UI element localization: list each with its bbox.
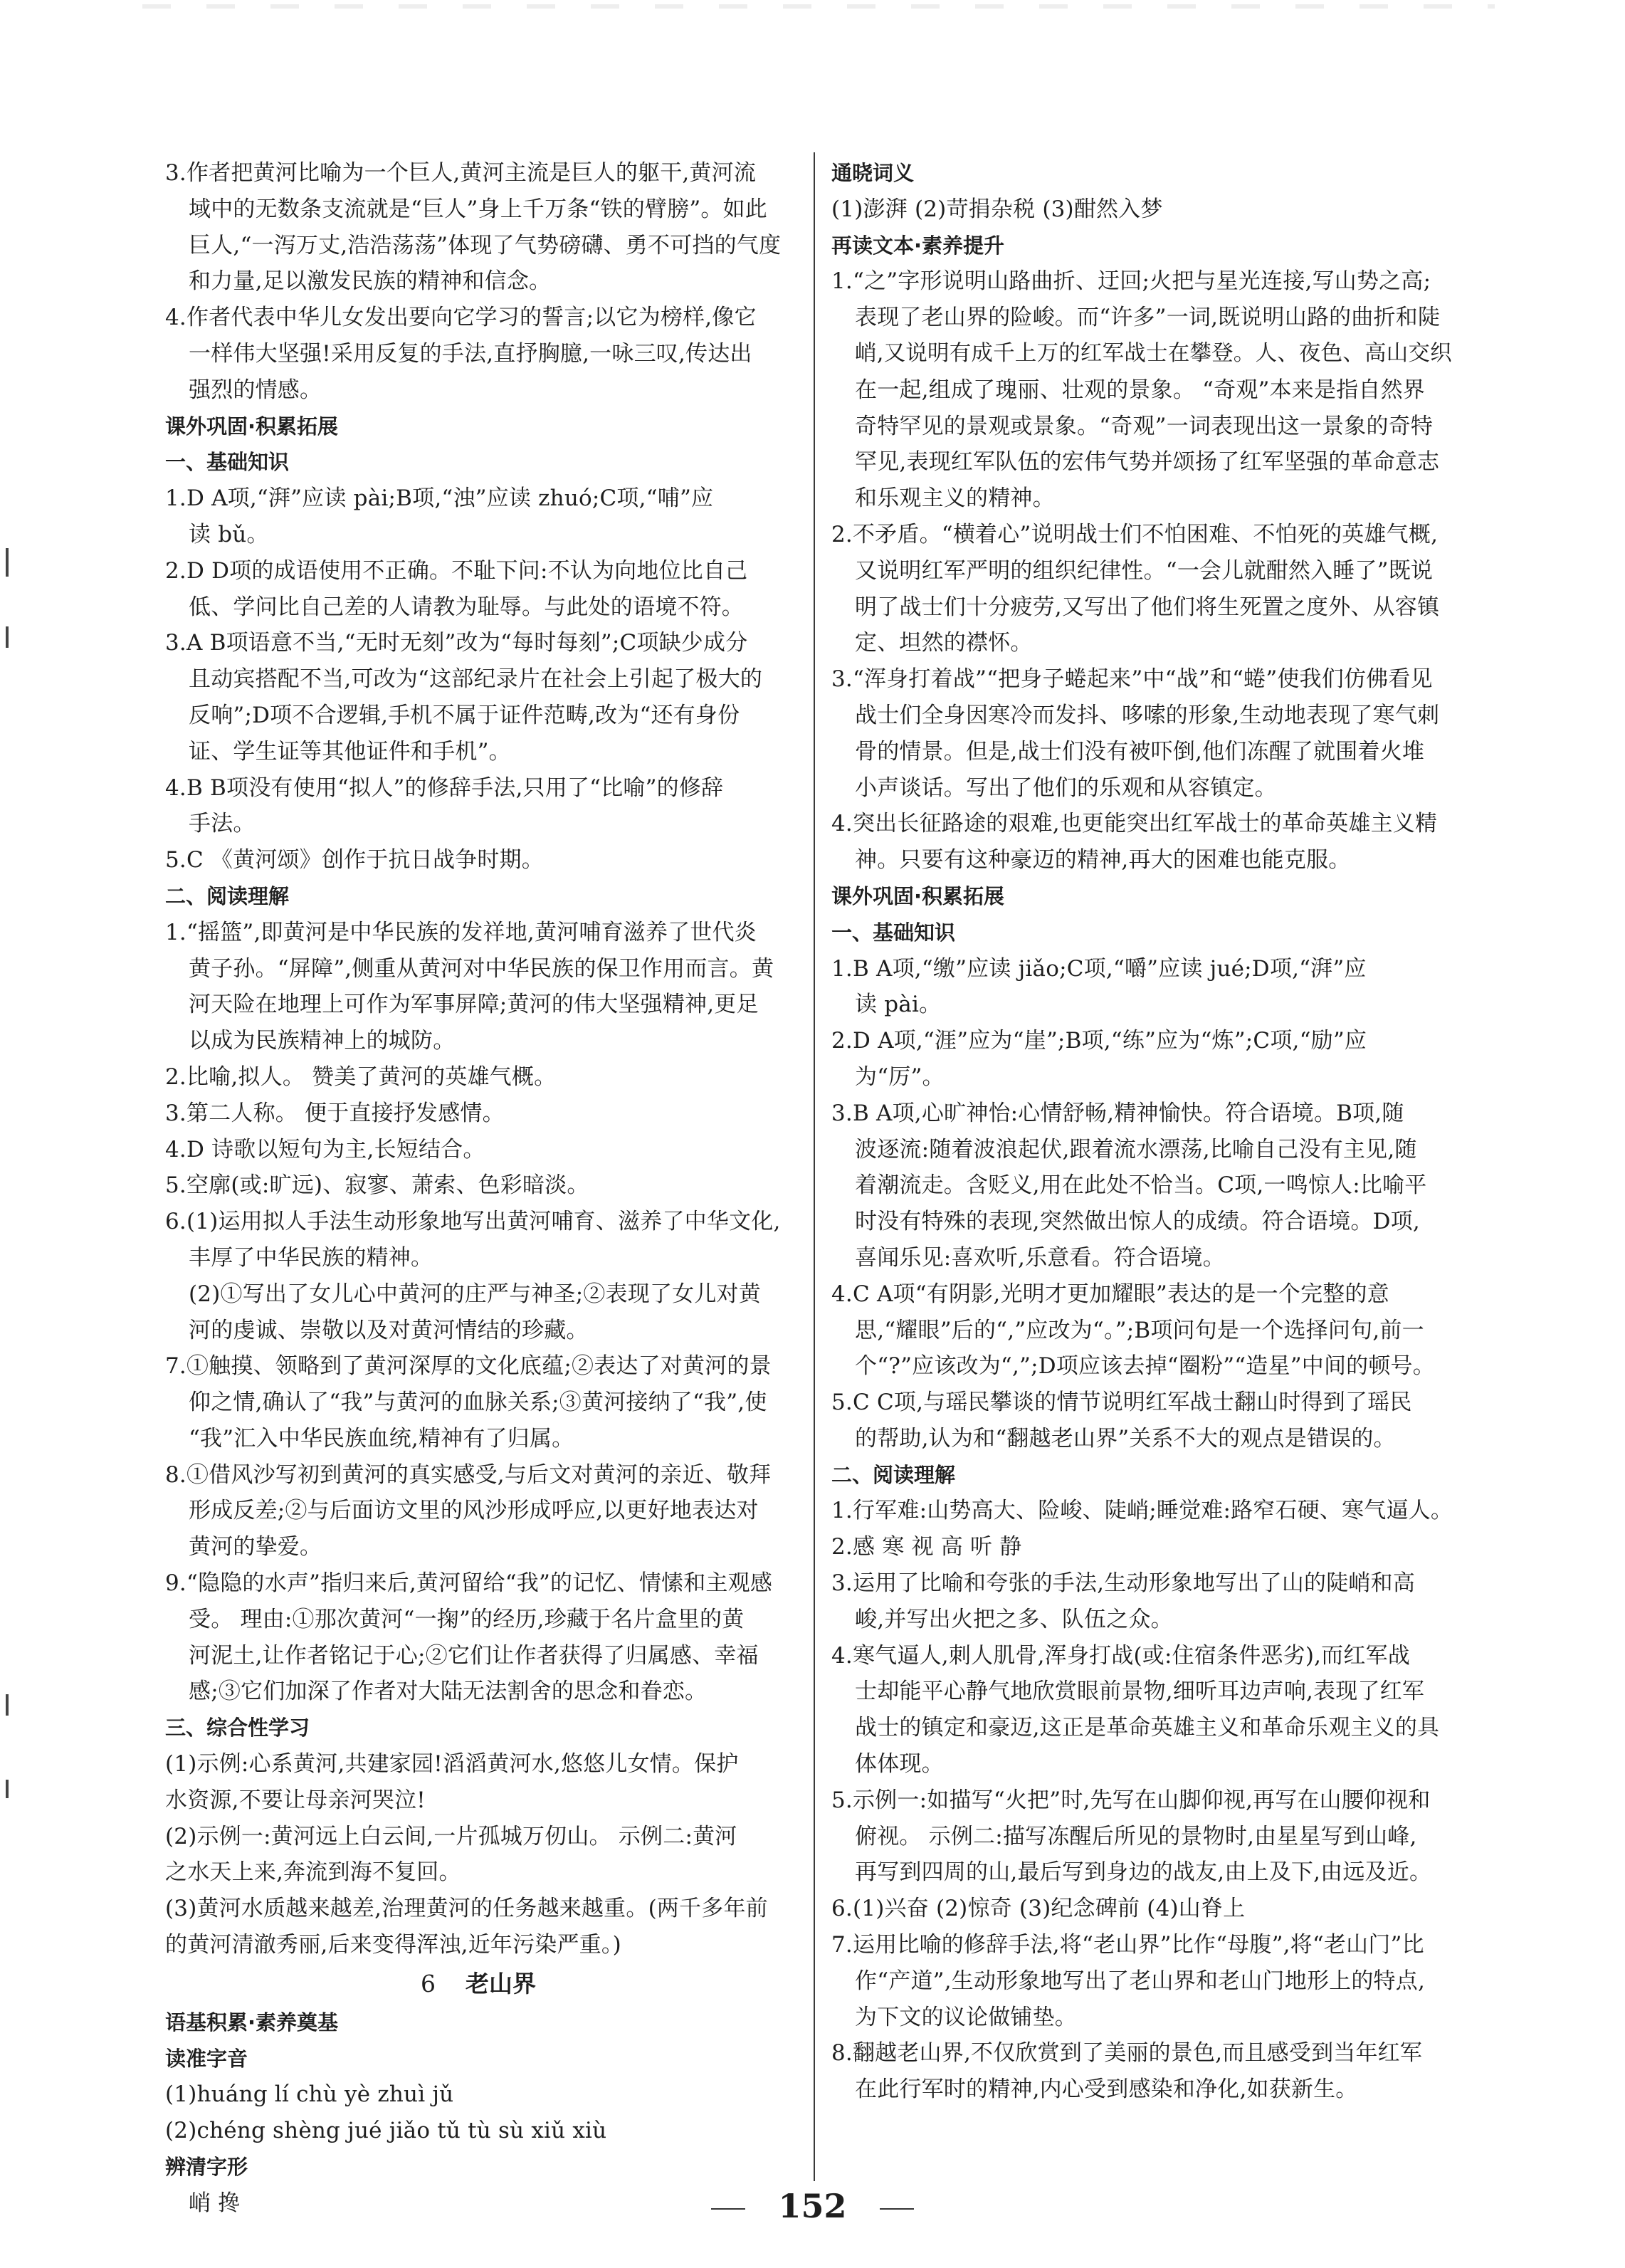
text-line: (1)huáng lí chù yè zhuì jǔ xyxy=(165,2081,454,2108)
lesson-number: 6 xyxy=(421,1969,436,1997)
text-line: 丰厚了中华民族的精神。 xyxy=(189,1244,433,1271)
text-line: 4.寒气逼人,刺人肌骨,浑身打战(或:住宿条件恶劣),而红军战 xyxy=(831,1642,1410,1669)
text-line: 在一起,组成了瑰丽、壮观的景象。 “奇观”本来是指自然界 xyxy=(855,377,1426,403)
section-heading: 辨清字形 xyxy=(165,2155,248,2180)
section-heading: 语基积累·素养奠基 xyxy=(165,2010,339,2035)
lesson-title xyxy=(165,1963,792,2005)
section-heading: 一、基础知识 xyxy=(165,450,290,475)
text-line: 域中的无数条支流就是“巨人”身上千万条“铁的臂膀”。如此 xyxy=(189,196,767,222)
section-heading: 通晓词义 xyxy=(831,161,915,185)
text-line: 3.B A项,心旷神怡:心情舒畅,精神愉快。符合语境。B项,随 xyxy=(831,1100,1404,1126)
text-line: 2.感 寒 视 高 听 静 xyxy=(831,1534,1022,1560)
scan-edge-mark xyxy=(6,1694,9,1716)
text-line: 5.空廓(或:旷远)、寂寥、萧索、色彩暗淡。 xyxy=(165,1172,589,1199)
text-line: 在此行军时的精神,内心受到感染和净化,如获新生。 xyxy=(855,2077,1358,2103)
text-line: 6.(1)运用拟人手法生动形象地写出黄河哺育、滋养了中华文化, xyxy=(165,1209,781,1235)
text-line: 6.(1)兴奋 (2)惊奇 (3)纪念碑前 (4)山脊上 xyxy=(831,1896,1246,1922)
text-line: 思,“耀眼”后的“,”应改为“。”;B项问句是一个选择问句,前一 xyxy=(855,1317,1424,1343)
section-heading: 三、综合性学习 xyxy=(165,1716,310,1741)
text-line: 1.“摇篮”,即黄河是中华民族的发祥地,黄河哺育滋养了世代炎 xyxy=(165,919,757,945)
text-line: 峭,又说明有成千上万的红军战士在攀登。人、夜色、高山交织 xyxy=(855,340,1452,366)
left-column xyxy=(165,155,792,2222)
text-line: 士却能平心静气地欣赏眼前景物,细听耳边声响,表现了红军 xyxy=(855,1679,1425,1705)
scan-edge-mark xyxy=(6,626,9,648)
text-line: 以成为民族精神上的城防。 xyxy=(189,1028,456,1054)
text-line: (2)示例一:黄河远上白云间,一片孤城万仞山。 示例二:黄河 xyxy=(165,1823,737,1849)
text-line: 明了战士们十分疲劳,又写出了他们将生死置之度外、从容镇 xyxy=(855,594,1440,620)
text-line: 时没有特殊的表现,突然做出惊人的成绩。符合语境。D项, xyxy=(855,1209,1420,1235)
text-line: 又说明红军严明的组织纪律性。“一会儿就酣然入睡了”既说 xyxy=(855,557,1434,584)
scan-edge-mark xyxy=(6,1780,9,1798)
text-line: (2)chéng shèng jué jiǎo tǔ tù sù xiǔ xiù xyxy=(165,2118,607,2144)
text-line: (2)①写出了女儿心中黄河的庄严与神圣;②表现了女儿对黄 xyxy=(189,1281,761,1307)
text-line: 仰之情,确认了“我”与黄河的血脉关系;③黄河接纳了“我”,使 xyxy=(189,1390,767,1416)
text-line: 3.“浑身打着战”“把身子蜷起来”中“战”和“蜷”使我们仿佛看见 xyxy=(831,666,1433,693)
text-line: 为下文的议论做铺垫。 xyxy=(855,2004,1077,2030)
text-line: (3)黄河水质越来越差,治理黄河的任务越来越重。(两千多年前 xyxy=(165,1896,768,1922)
text-line: 3.第二人称。 便于直接抒发感情。 xyxy=(165,1100,505,1126)
text-line: 感;③它们加深了作者对大陆无法割舍的思念和眷恋。 xyxy=(189,1679,708,1705)
text-line: 奇特罕见的景观或景象。“奇观”一词表现出这一景象的奇特 xyxy=(855,413,1434,439)
text-line: 读 pài。 xyxy=(855,992,942,1018)
text-line: 强烈的情感。 xyxy=(189,377,322,403)
text-line: 2.不矛盾。“横着心”说明战士们不怕困难、不怕死的英雄气概, xyxy=(831,521,1439,547)
text-line: 和乐观主义的精神。 xyxy=(855,485,1055,512)
text-line: 1.“之”字形说明山路曲折、迂回;火把与星光连接,写山势之高; xyxy=(831,268,1431,295)
text-line: 4.突出长征路途的艰难,也更能突出红军战士的革命英雄主义精 xyxy=(831,811,1438,837)
text-line: 5.C C项,与瑶民攀谈的情节说明红军战士翻山时得到了瑶民 xyxy=(831,1390,1412,1416)
text-line: 表现了老山界的险峻。而“许多”一词,既说明山路的曲折和陡 xyxy=(855,305,1441,331)
text-line: 喜闻乐见:喜欢听,乐意看。符合语境。 xyxy=(855,1244,1225,1271)
text-line: 且动宾搭配不当,可改为“这部纪录片在社会上引起了极大的 xyxy=(189,666,763,693)
text-line: 2.比喻,拟人。 赞美了黄河的英雄气概。 xyxy=(165,1064,557,1090)
text-line: 7.运用比喻的修辞手法,将“老山界”比作“母腹”,将“老山门”比 xyxy=(831,1932,1424,1958)
text-line: 黄河的挚爱。 xyxy=(189,1534,322,1560)
text-line: 证、学生证等其他证件和手机”。 xyxy=(189,738,511,765)
text-line: 8.翻越老山界,不仅欣赏到了美丽的景色,而且感受到当年红军 xyxy=(831,2040,1423,2067)
text-line: 水资源,不要让母亲河哭泣! xyxy=(165,1787,426,1813)
text-line: 定、坦然的襟怀。 xyxy=(855,630,1033,656)
text-line: 黄子孙。“屏障”,侧重从黄河对中华民族的保卫作用而言。黄 xyxy=(189,955,774,982)
text-line: 小声谈话。写出了他们的乐观和从容镇定。 xyxy=(855,775,1277,801)
text-line: 读 bǔ。 xyxy=(189,521,269,547)
text-line: 1.B A项,“缴”应读 jiǎo;C项,“嚼”应读 jué;D项,“湃”应 xyxy=(831,955,1367,982)
text-line: 3.作者把黄河比喻为一个巨人,黄河主流是巨人的躯干,黄河流 xyxy=(165,160,757,186)
text-line: 河泥土,让作者铭记于心;②它们让作者获得了归属感、幸福 xyxy=(189,1642,759,1669)
text-line: 神。只要有这种豪迈的精神,再大的困难也能克服。 xyxy=(855,847,1351,873)
text-line: 7.①触摸、领略到了黄河深厚的文化底蕴;②表达了对黄河的景 xyxy=(165,1353,772,1380)
text-line: 战士们全身因寒冷而发抖、哆嗦的形象,生动地表现了寒气刺 xyxy=(855,702,1440,728)
text-line: 1.D A项,“湃”应读 pài;B项,“浊”应读 zhuó;C项,“哺”应 xyxy=(165,485,714,512)
text-line: 战士的镇定和豪迈,这正是革命英雄主义和革命乐观主义的具 xyxy=(855,1715,1440,1741)
text-line: 手法。 xyxy=(189,811,256,837)
text-line: (1)示例:心系黄河,共建家园!滔滔黄河水,悠悠儿女情。保护 xyxy=(165,1751,739,1778)
footer-dash-left xyxy=(711,2208,745,2210)
text-line: “我”汇入中华民族血统,精神有了归属。 xyxy=(189,1425,574,1451)
text-line: (1)澎湃 (2)苛捐杂税 (3)酣然入梦 xyxy=(831,196,1163,222)
page-footer xyxy=(0,2187,1625,2225)
text-line: 低、学问比自己差的人请教为耻辱。与此处的语境不符。 xyxy=(189,594,744,620)
text-line: 1.行军难:山势高大、险峻、陡峭;睡觉难:路窄石硬、寒气逼人。 xyxy=(831,1498,1453,1524)
text-line: 4.作者代表中华儿女发出要向它学习的誓言;以它为榜样,像它 xyxy=(165,305,757,331)
right-column xyxy=(831,155,1458,2108)
text-line: 河的虔诚、崇敬以及对黄河情结的珍藏。 xyxy=(189,1317,589,1343)
text-line: 9.“隐隐的水声”指归来后,黄河留给“我”的记忆、情愫和主观感 xyxy=(165,1570,773,1597)
text-line: 4.D 诗歌以短句为主,长短结合。 xyxy=(165,1136,485,1162)
section-heading: 读准字音 xyxy=(165,2046,248,2071)
text-line: 3.运用了比喻和夸张的手法,生动形象地写出了山的陡峭和高 xyxy=(831,1570,1416,1597)
section-heading: 课外巩固·积累拓展 xyxy=(831,883,1005,908)
text-line: 2.D D项的成语使用不正确。不耻下问:不认为向地位比自己 xyxy=(165,557,748,584)
text-line: 为“厉”。 xyxy=(855,1064,945,1090)
text-line: 受。 理由:①那次黄河“一掬”的经历,珍藏于名片盒里的黄 xyxy=(189,1606,745,1632)
scan-edge-noise xyxy=(142,4,1495,9)
text-line: 骨的情景。但是,战士们没有被吓倒,他们冻醒了就围着火堆 xyxy=(855,738,1425,765)
text-line: 罕见,表现红军队伍的宏伟气势并颂扬了红军坚强的革命意志 xyxy=(855,449,1440,476)
text-line: 5.C 《黄河颂》创作于抗日战争时期。 xyxy=(165,847,544,873)
text-line: 之水天上来,奔流到海不复回。 xyxy=(165,1859,461,1886)
section-heading: 课外巩固·积累拓展 xyxy=(165,414,339,439)
text-line: 4.C A项“有阴影,光明才更加耀眼”表达的是一个完整的意 xyxy=(831,1281,1389,1307)
text-line: 作“产道”,生动形象地写出了老山界和老山门地形上的特点, xyxy=(855,1968,1426,1994)
section-heading: 再读文本·素养提升 xyxy=(831,233,1005,258)
text-line: 5.示例一:如描写“火把”时,先写在山脚仰视,再写在山腰仰视和 xyxy=(831,1787,1431,1813)
text-line: 峭 搀 xyxy=(189,2190,241,2216)
text-line: 和力量,足以激发民族的精神和信念。 xyxy=(189,268,552,295)
scan-edge-mark xyxy=(6,548,9,577)
column-divider xyxy=(814,152,815,2181)
text-line: 峻,并写出火把之多、队伍之众。 xyxy=(855,1606,1173,1632)
text-line: 8.①借风沙写初到黄河的真实感受,与后文对黄河的亲近、敬拜 xyxy=(165,1461,772,1488)
text-line: 的黄河清澈秀丽,后来变得浑浊,近年污染严重。) xyxy=(165,1932,621,1958)
text-line: 一样伟大坚强!采用反复的手法,直抒胸臆,一咏三叹,传达出 xyxy=(189,340,752,367)
section-heading: 一、基础知识 xyxy=(831,920,956,945)
text-line: 俯视。 示例二:描写冻醒后所见的景物时,由星星写到山峰, xyxy=(855,1823,1417,1849)
text-line: 再写到四周的山,最后写到身边的战友,由上及下,由远及近。 xyxy=(855,1859,1432,1886)
page-number: 152 xyxy=(778,2187,847,2225)
text-line: 波逐流:随着波浪起伏,跟着流水漂荡,比喻自己没有主见,随 xyxy=(855,1136,1417,1162)
text-line: 3.A B项语意不当,“无时无刻”改为“每时每刻”;C项缺少成分 xyxy=(165,630,748,656)
footer-dash-right xyxy=(880,2208,914,2210)
text-line: 个“?”应该改为“,”;D项应该去掉“圈粉”“造星”中间的顿号。 xyxy=(855,1353,1435,1380)
section-heading: 二、阅读理解 xyxy=(165,883,290,908)
text-line: 形成反差;②与后面访文里的风沙形成呼应,以更好地表达对 xyxy=(189,1498,759,1524)
text-line: 河天险在地理上可作为军事屏障;黄河的伟大坚强精神,更足 xyxy=(189,992,759,1018)
text-line: 2.D A项,“涯”应为“崖”;B项,“练”应为“炼”;C项,“励”应 xyxy=(831,1028,1367,1054)
section-heading: 二、阅读理解 xyxy=(831,1462,956,1487)
text-line: 体体现。 xyxy=(855,1751,944,1778)
text-line: 反响”;D项不合逻辑,手机不属于证件范畴,改为“还有身份 xyxy=(189,702,740,728)
text-line: 着潮流走。含贬义,用在此处不恰当。C项,一鸣惊人:比喻平 xyxy=(855,1172,1427,1199)
lesson-name: 老山界 xyxy=(465,1969,536,1997)
text-line: 4.B B项没有使用“拟人”的修辞手法,只用了“比喻”的修辞 xyxy=(165,775,724,801)
text-line: 的帮助,认为和“翻越老山界”关系不大的观点是错误的。 xyxy=(855,1425,1396,1451)
text-line: 巨人,“一泻万丈,浩浩荡荡”体现了气势磅礴、勇不可挡的气度 xyxy=(189,232,782,258)
